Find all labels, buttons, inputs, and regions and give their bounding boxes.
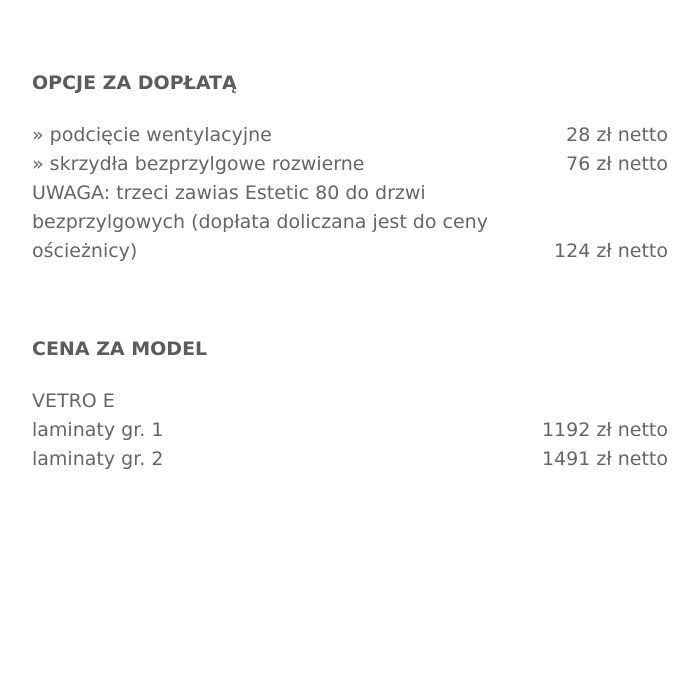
option-label: » podcięcie wentylacyjne <box>32 124 272 146</box>
option-row-third-hinge <box>32 179 668 266</box>
price-label: laminaty gr. 2 <box>32 448 164 470</box>
option-label: » skrzydła bezprzylgowe rozwierne <box>32 153 365 175</box>
option-price: 124 zł netto <box>554 240 668 262</box>
options-section-title: OPCJE ZA DOPŁATĄ <box>32 72 237 94</box>
option-price: 76 zł netto <box>566 153 668 175</box>
price-label: laminaty gr. 1 <box>32 419 164 441</box>
price-section-title: CENA ZA MODEL <box>32 338 208 360</box>
option-price: 28 zł netto <box>566 124 668 146</box>
price-row-laminate-2 <box>32 445 668 474</box>
model-name-row <box>32 387 668 416</box>
option-row-ventilation <box>32 121 668 150</box>
option-row-flush-leaf <box>32 150 668 179</box>
options-list <box>32 121 668 266</box>
option-label: UWAGA: trzeci zawias Estetic 80 do drzwi bezprzylgowych (dopłata doliczana jest do ceny ościeżnicy) <box>32 182 488 262</box>
model-price-list <box>32 387 668 474</box>
price-value: 1491 zł netto <box>541 448 668 470</box>
price-value: 1192 zł netto <box>541 419 668 441</box>
model-name: VETRO E <box>32 390 115 412</box>
price-row-laminate-1 <box>32 416 668 445</box>
